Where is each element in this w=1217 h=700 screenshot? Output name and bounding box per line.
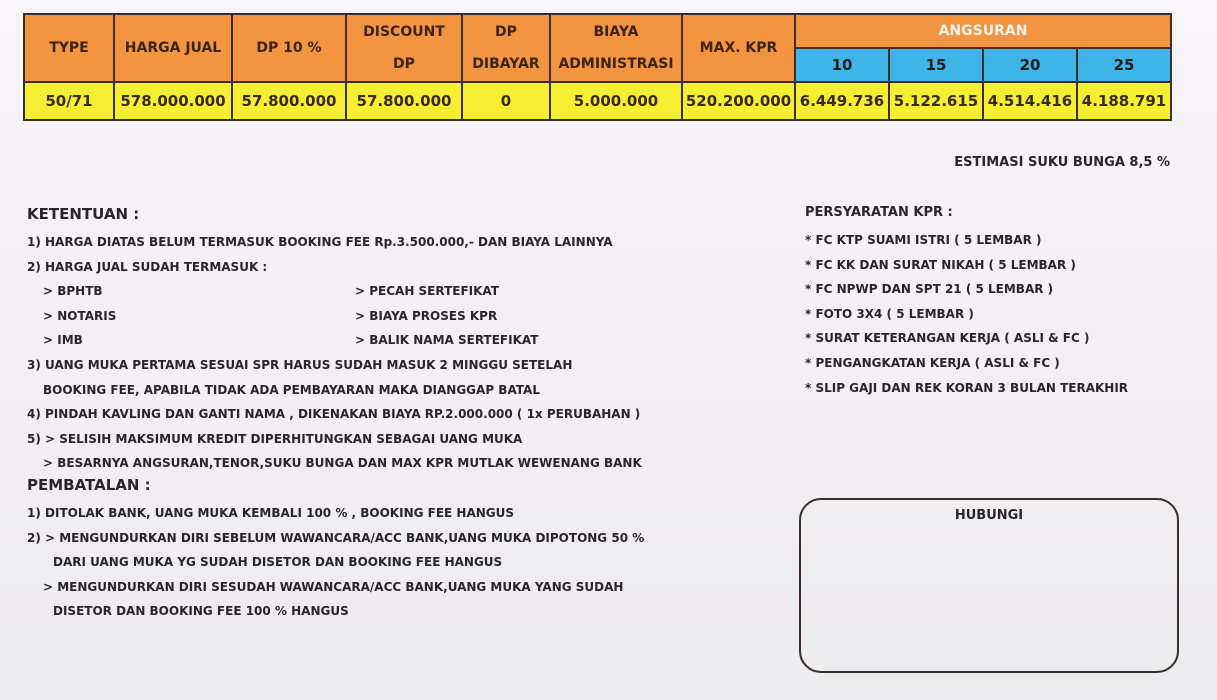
- included-left-2: > NOTARIS: [43, 308, 117, 323]
- header-biaya-line1: BIAYA: [593, 24, 639, 40]
- included-left-1: > BPHTB: [43, 284, 103, 299]
- pembatalan-line-2b: DARI UANG MUKA YG SUDAH DISETOR DAN BOOKING FEE HANGUS: [53, 555, 503, 570]
- cell-harga-jual: 578.000.000: [114, 82, 232, 120]
- ketentuan-title: KETENTUAN :: [27, 205, 140, 223]
- header-discount: [346, 14, 462, 82]
- ketentuan-line-1-b: BELUM TERMASUK BOOKING FEE Rp.3.500.000,-: [149, 235, 474, 249]
- header-angsuran: ANGSURAN: [795, 14, 1171, 48]
- terms-section: [27, 205, 667, 624]
- ketentuan-line-1-a: 1) HARGA DIATAS: [27, 235, 150, 249]
- included-row-2: [27, 304, 667, 329]
- ketentuan-line-3a: 3) UANG MUKA PERTAMA SESUAI SPR HARUS SUDAH MASUK 2 MINGGU SETELAH: [27, 357, 573, 372]
- persyaratan-item: * SURAT KETERANGAN KERJA ( ASLI & FC ): [805, 331, 1090, 346]
- contact-box: [799, 498, 1179, 673]
- requirements-section: [805, 205, 1128, 400]
- pembatalan-line-3a: > MENGUNDURKAN DIRI SESUDAH WAWANCARA/ACC BANK,UANG MUKA YANG SUDAH: [43, 579, 624, 594]
- persyaratan-item: * FC KTP SUAMI ISTRI ( 5 LEMBAR ): [805, 233, 1042, 247]
- included-row-3: [27, 328, 667, 353]
- cell-biaya: 5.000.000: [550, 82, 682, 120]
- header-dp-dibayar: [462, 14, 550, 82]
- included-left-3: > IMB: [43, 333, 83, 348]
- cell-discount: 57.800.000: [346, 82, 462, 120]
- ketentuan-line-2: 2) HARGA JUAL SUDAH TERMASUK :: [27, 259, 268, 274]
- included-right-3: > BALIK NAMA SERTEFIKAT: [355, 333, 539, 348]
- header-max-kpr: MAX. KPR: [682, 14, 795, 82]
- ketentuan-line-1: [27, 230, 667, 255]
- cell-angsuran-25: 4.188.791: [1077, 82, 1171, 120]
- contact-title: HUBUNGI: [954, 508, 1024, 523]
- cell-dp: 57.800.000: [232, 82, 346, 120]
- header-biaya-line2: ADMINISTRASI: [558, 56, 674, 72]
- interest-estimate: ESTIMASI SUKU BUNGA 8,5 %: [954, 155, 1170, 170]
- ketentuan-line-5b: > BESARNYA ANGSURAN,TENOR,SUKU BUNGA DAN MAX KPR MUTLAK WEWENANG BANK: [43, 456, 642, 471]
- included-row-1: [27, 279, 667, 304]
- price-table: [23, 13, 1172, 121]
- header-dp-dibayar-line2: DIBAYAR: [472, 56, 540, 72]
- persyaratan-item: * SLIP GAJI DAN REK KORAN 3 BULAN TERAKHIR: [805, 380, 1129, 395]
- pembatalan-line-1: 1) DITOLAK BANK, UANG MUKA KEMBALI 100 % , BOOKING FEE HANGUS: [27, 505, 515, 520]
- ketentuan-line-5a: 5) > SELISIH MAKSIMUM KREDIT DIPERHITUNGKAN SEBAGAI UANG MUKA: [27, 431, 523, 446]
- persyaratan-item: * FC KK DAN SURAT NIKAH ( 5 LEMBAR ): [805, 257, 1076, 272]
- persyaratan-title: PERSYARATAN KPR :: [805, 205, 953, 220]
- ketentuan-line-4: 4) PINDAH KAVLING DAN GANTI NAMA , DIKENAKAN BIAYA RP.2.000.000 ( 1x PERUBAHAN ): [27, 407, 641, 422]
- included-right-2: > BIAYA PROSES KPR: [355, 308, 498, 323]
- tenor-10: 10: [795, 48, 889, 82]
- persyaratan-item: * FOTO 3X4 ( 5 LEMBAR ): [805, 306, 974, 321]
- header-biaya-administrasi: [550, 14, 682, 82]
- cell-angsuran-10: 6.449.736: [795, 82, 889, 120]
- cell-dp-dibayar: 0: [462, 82, 550, 120]
- header-harga-jual: HARGA JUAL: [114, 14, 232, 82]
- pembatalan-title: PEMBATALAN :: [27, 475, 151, 494]
- tenor-15: 15: [889, 48, 983, 82]
- persyaratan-item: * PENGANGKATAN KERJA ( ASLI & FC ): [805, 355, 1060, 370]
- cell-angsuran-15: 5.122.615: [889, 82, 983, 120]
- ketentuan-line-1-c: DAN BIAYA LAINNYA: [473, 235, 613, 249]
- included-right-1: > PECAH SERTEFIKAT: [355, 284, 499, 299]
- header-discount-line1: DISCOUNT: [363, 24, 445, 40]
- ketentuan-line-3b: BOOKING FEE, APABILA TIDAK ADA PEMBAYARAN MAKA DIANGGAP BATAL: [43, 382, 540, 397]
- cell-angsuran-20: 4.514.416: [983, 82, 1077, 120]
- header-type: TYPE: [24, 14, 114, 82]
- persyaratan-item: * FC NPWP DAN SPT 21 ( 5 LEMBAR ): [805, 282, 1054, 297]
- header-discount-line2: DP: [393, 56, 415, 72]
- cell-type: 50/71: [24, 82, 114, 120]
- header-dp: DP 10 %: [232, 14, 346, 82]
- header-dp-dibayar-line1: DP: [495, 24, 517, 40]
- tenor-20: 20: [983, 48, 1077, 82]
- pembatalan-line-3b: DISETOR DAN BOOKING FEE 100 % HANGUS: [53, 604, 349, 619]
- pembatalan-line-2a: 2) > MENGUNDURKAN DIRI SEBELUM WAWANCARA/ACC BANK,UANG MUKA DIPOTONG 50 %: [27, 530, 645, 545]
- cell-max-kpr: 520.200.000: [682, 82, 795, 120]
- tenor-25: 25: [1077, 48, 1171, 82]
